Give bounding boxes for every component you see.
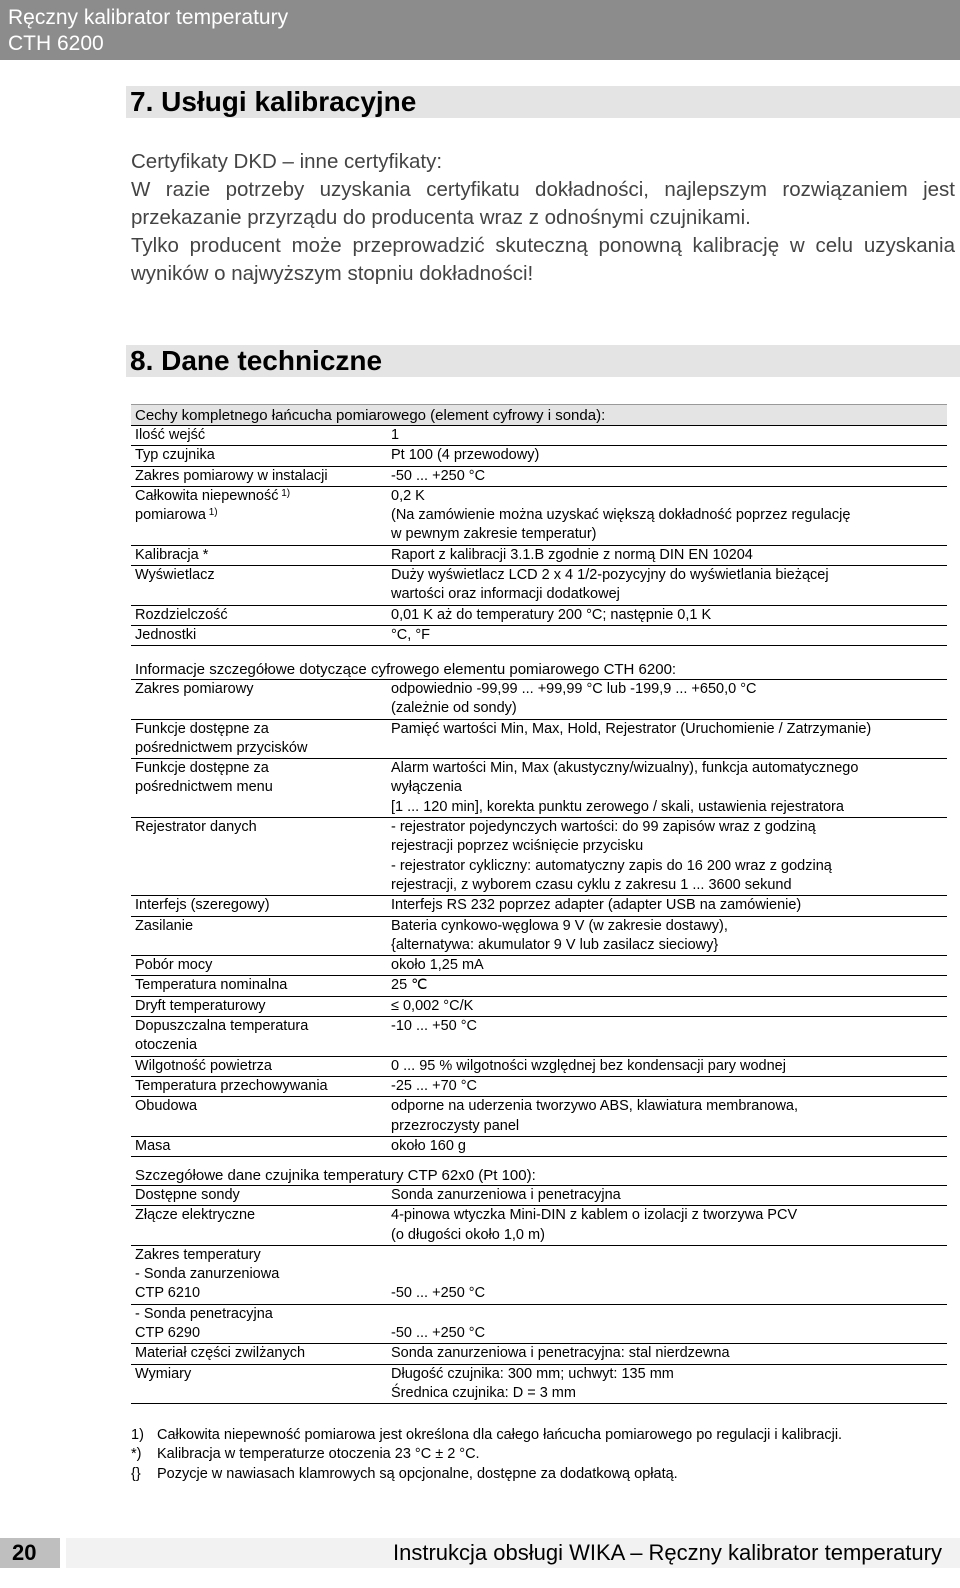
spec-label: - Sonda zanurzeniowa	[135, 1266, 280, 1283]
spec-value: 0,2 K (Na zamówienie można uzyskać większą dokładność poprzez regulację w pewnym zakresie temperatur)	[387, 486, 947, 545]
spec-value: około 160 g	[387, 1136, 947, 1156]
spec-label: Wyświetlacz	[131, 566, 387, 606]
measurement-chain-table	[131, 426, 947, 646]
table-row	[131, 680, 947, 719]
spec-label: Interfejs (szeregowy)	[131, 896, 387, 916]
spec-label: Rozdzielczość	[131, 605, 387, 625]
spec-label: Funkcje dostępne za pośrednictwem menu	[131, 759, 387, 818]
spec-value: - rejestrator pojedynczych wartości: do 99 zapisów wraz z godziną rejestracji poprzez wciśnięcie przycisku - rejestrator cykliczny: automatyczny zapis do 16 200 wraz z godziną rejestracji, z wyborem czasu cyklu z zakresu 1 ... 3600 sekund	[387, 818, 947, 896]
spec-label: Funkcje dostępne za pośrednictwem przycisków	[131, 719, 387, 759]
spec-value: Pt 100 (4 przewodowy)	[387, 446, 947, 466]
digital-element-table	[131, 680, 947, 1157]
table-row	[131, 818, 947, 896]
spec-value: Interfejs RS 232 poprzez adapter (adapter USB na zamówienie)	[387, 896, 947, 916]
spec-label: Dopuszczalna temperatura otoczenia	[131, 1017, 387, 1057]
footnote: *) Kalibracja w temperaturze otoczenia 23 °C ± 2 °C.	[131, 1446, 480, 1463]
spec-value	[387, 1265, 947, 1284]
spec-value: -50 ... +250 °C	[387, 1284, 947, 1304]
spec-value: °C, °F	[387, 625, 947, 645]
table-row	[131, 486, 947, 545]
spec-label: CTP 6290	[131, 1324, 387, 1344]
spec-label: Typ czujnika	[131, 446, 387, 466]
table-row	[131, 1017, 947, 1057]
spec-label: Zakres pomiarowy	[131, 680, 387, 719]
table-row	[131, 1056, 947, 1076]
table-row	[131, 1186, 947, 1206]
page-number: 20	[0, 1538, 60, 1568]
paragraph-manufacturer: Tylko producent może przeprowadzić skuteczną ponowną kalibrację w celu uzyskania wyników o najwyższym stopniu dokładności!	[131, 234, 955, 285]
spec-value: Bateria cynkowo-węglowa 9 V (w zakresie dostawy), {alternatywa: akumulator 9 V lub zasilacz sieciowy}	[387, 916, 947, 956]
table-row	[131, 1284, 947, 1304]
table-row	[131, 1344, 947, 1364]
page-header	[0, 0, 960, 60]
table-row	[131, 466, 947, 486]
table-row	[131, 956, 947, 976]
table-row	[131, 1245, 947, 1265]
table-row	[131, 566, 947, 606]
footnote: 1) Całkowita niepewność pomiarowa jest określona dla całego łańcucha pomiarowego po regulacji i kalibracji.	[131, 1427, 843, 1443]
spec-value	[387, 1245, 947, 1265]
spec-label: Masa	[131, 1136, 387, 1156]
table-1-caption: Cechy kompletnego łańcucha pomiarowego (element cyfrowy i sonda):	[131, 404, 947, 426]
spec-value: Sonda zanurzeniowa i penetracyjna: stal nierdzewna	[387, 1344, 947, 1364]
spec-value: Sonda zanurzeniowa i penetracyjna	[387, 1186, 947, 1206]
spec-label: Całkowita niepewność $^{1)}$ pomiarowa $^{1)}$	[131, 486, 387, 545]
spec-label: Zakres temperatury	[135, 1246, 261, 1263]
section-8-heading: 8. Dane techniczne	[126, 345, 960, 377]
spec-value: około 1,25 mA	[387, 956, 947, 976]
spec-value: -50 ... +250 °C	[387, 1324, 947, 1344]
spec-value: Alarm wartości Min, Max (akustyczny/wizualny), funkcja automatycznego wyłączenia [1 ... 120 min], korekta punktu zerowego / skali, ustawienia rejestratora	[387, 759, 947, 818]
spec-label: Pobór mocy	[131, 956, 387, 976]
spec-value: -10 ... +50 °C	[387, 1017, 947, 1057]
spec-value: 25 ℃	[387, 976, 947, 996]
spec-value: -25 ... +70 °C	[387, 1076, 947, 1096]
spec-value: 4-pinowa wtyczka Mini-DIN z kablem o izolacji z tworzywa PCV (o długości około 1,0 m)	[387, 1206, 947, 1246]
table-row	[131, 625, 947, 645]
table-row	[131, 916, 947, 956]
section-7-body	[131, 148, 955, 288]
table-row	[131, 1076, 947, 1096]
spec-label: - Sonda penetracyjna	[135, 1305, 273, 1322]
spec-label: Obudowa	[131, 1097, 387, 1137]
spec-label: Zasilanie	[131, 916, 387, 956]
section-7-heading: 7. Usługi kalibracyjne	[126, 86, 960, 118]
spec-value: ≤ 0,002 °C/K	[387, 996, 947, 1016]
paragraph-certificates: Certyfikaty DKD – inne certyfikaty:	[131, 150, 443, 173]
spec-value: Duży wyświetlacz LCD 2 x 4 1/2-pozycyjny do wyświetlania bieżącej wartości oraz informacji dodatkowej	[387, 566, 947, 606]
spec-label: Wilgotność powietrza	[131, 1056, 387, 1076]
spec-label: Dostępne sondy	[131, 1186, 387, 1206]
spec-value: Pamięć wartości Min, Max, Hold, Rejestrator (Uruchomienie / Zatrzymanie)	[387, 719, 947, 759]
spec-value: odporne na uderzenia tworzywo ABS, klawiatura membranowa, przezroczysty panel	[387, 1097, 947, 1137]
spec-label: Materiał części zwilżanych	[131, 1344, 387, 1364]
table-row	[131, 1097, 947, 1137]
header-title: Ręczny kalibrator temperatury	[8, 6, 289, 29]
table-row	[131, 1136, 947, 1156]
spec-label: Wymiary	[131, 1364, 387, 1404]
footnote-marker: 1)	[205, 507, 218, 519]
spec-value: odpowiednio -99,99 ... +99,99 °C lub -199,9 ... +650,0 °C (zależnie od sondy)	[387, 680, 947, 719]
spec-label: Zakres pomiarowy w instalacji	[131, 466, 387, 486]
table-row	[131, 1206, 947, 1246]
spec-value: -50 ... +250 °C	[387, 466, 947, 486]
sensor-table	[131, 1186, 947, 1404]
spec-label: CTP 6210	[131, 1284, 387, 1304]
table-row	[131, 719, 947, 759]
footnote-marker: 1)	[278, 487, 291, 499]
spec-value: 0 ... 95 % wilgotności względnej bez kondensacji pary wodnej	[387, 1056, 947, 1076]
spec-value: Długość czujnika: 300 mm; uchwyt: 135 mm Średnica czujnika: D = 3 mm	[387, 1364, 947, 1404]
footer-text: Instrukcja obsługi WIKA – Ręczny kalibrator temperatury	[392, 1540, 942, 1565]
table-row	[131, 1364, 947, 1404]
table-row	[131, 976, 947, 996]
table-row	[131, 426, 947, 446]
table-row	[131, 545, 947, 565]
spec-label: Złącze elektryczne	[131, 1206, 387, 1246]
spec-label: Temperatura nominalna	[131, 976, 387, 996]
table-row	[131, 759, 947, 818]
spec-value	[387, 1304, 947, 1324]
table-row	[131, 896, 947, 916]
spec-label: Ilość wejść	[131, 426, 387, 446]
spec-value: 1	[387, 426, 947, 446]
table-row	[131, 996, 947, 1016]
table-row	[131, 605, 947, 625]
spec-value: 0,01 K aż do temperatury 200 °C; następnie 0,1 K	[387, 605, 947, 625]
spec-label: Kalibracja *	[131, 545, 387, 565]
spec-label: Jednostki	[131, 625, 387, 645]
page-footer	[0, 1538, 960, 1568]
header-model: CTH 6200	[8, 32, 104, 55]
table-row	[131, 1304, 947, 1324]
spec-value: Raport z kalibracji 3.1.B zgodnie z normą DIN EN 10204	[387, 545, 947, 565]
table-3-caption: Szczegółowe dane czujnika temperatury CTP 62x0 (Pt 100):	[131, 1166, 947, 1186]
spec-label: Temperatura przechowywania	[131, 1076, 387, 1096]
footnote: {} Pozycje w nawiasach klamrowych są opcjonalne, dostępne za dodatkową opłatą.	[131, 1465, 678, 1482]
table-row	[131, 446, 947, 466]
table-row	[131, 1265, 947, 1284]
spec-label: Rejestrator danych	[131, 818, 387, 896]
paragraph-certificate-advice: W razie potrzeby uzyskania certyfikatu dokładności, najlepszym rozwiązaniem jest przekazanie przyrządu do producenta wraz z odnośnymi czujnikami.	[131, 178, 955, 229]
spec-label: Dryft temperaturowy	[131, 996, 387, 1016]
footnotes	[131, 1426, 947, 1484]
table-row	[131, 1324, 947, 1344]
table-2-caption: Informacje szczegółowe dotyczące cyfrowego elementu pomiarowego CTH 6200:	[131, 660, 947, 680]
